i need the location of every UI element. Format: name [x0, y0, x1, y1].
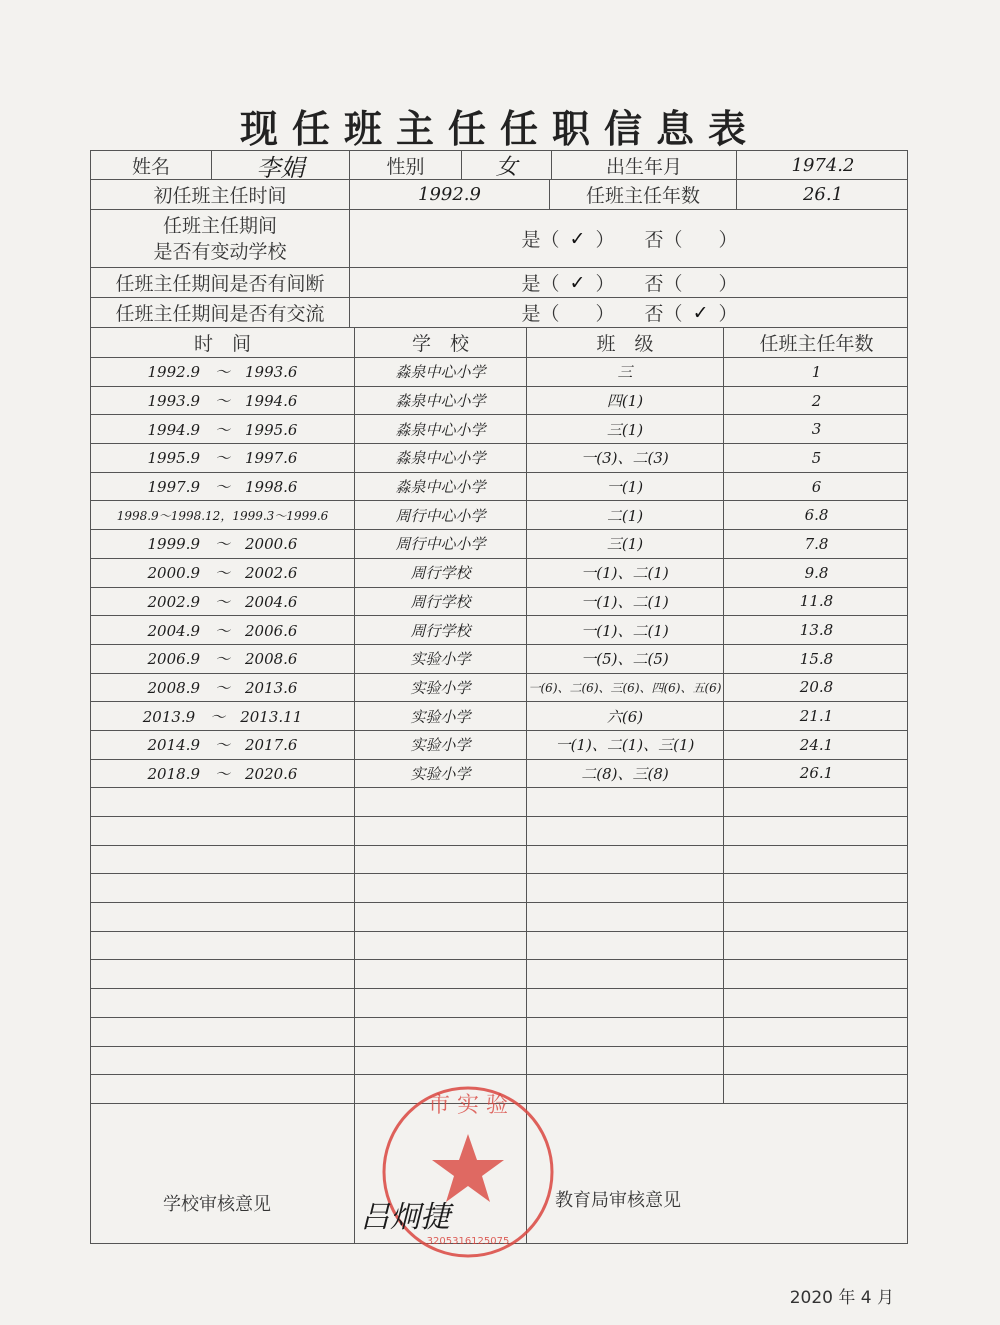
- first-time-value: 1992.9: [349, 180, 549, 209]
- school-change-yes-mark: ✓: [569, 227, 586, 250]
- table-row: [90, 415, 908, 444]
- name-value: 李娟: [211, 151, 349, 179]
- record-school: [354, 903, 526, 931]
- empty-row: [90, 817, 908, 846]
- empty-row: [90, 932, 908, 961]
- record-school: 实验小学: [354, 674, 526, 702]
- col-school-header: 学 校: [354, 328, 526, 357]
- record-years: [723, 1047, 909, 1075]
- record-school: 实验小学: [354, 645, 526, 673]
- record-school: [354, 960, 526, 988]
- record-class: 一(1)、二(1): [526, 588, 723, 616]
- record-time: 1998.9～1998.12，1999.3～1999.6: [116, 508, 329, 523]
- record-years: [723, 903, 909, 931]
- school-change-label: 任班主任期间 是否有变动学校: [153, 214, 287, 263]
- gender-value: 女: [461, 151, 551, 179]
- table-row: [90, 616, 908, 645]
- form-date: 2020 年 4 月: [789, 1288, 894, 1308]
- gender-label: 性别: [349, 151, 461, 179]
- record-time: [91, 989, 354, 1017]
- record-school: 周行中心小学: [354, 530, 526, 558]
- record-years: 11.8: [723, 588, 909, 616]
- record-school: [354, 1018, 526, 1046]
- record-years: [723, 846, 909, 874]
- record-class: 一(1): [526, 473, 723, 501]
- record-time: 1995.9 ～ 1997.6: [147, 449, 298, 468]
- record-school: 周行学校: [354, 616, 526, 644]
- record-class: 一(1)、二(1): [526, 559, 723, 587]
- col-class-header: 班 级: [526, 328, 723, 357]
- record-time: [91, 903, 354, 931]
- record-class: 三(1): [526, 415, 723, 443]
- table-row: [90, 559, 908, 588]
- record-class: [526, 932, 723, 960]
- records-table: [90, 358, 908, 1104]
- record-class: 四(1): [526, 387, 723, 415]
- record-time: [91, 1075, 354, 1103]
- record-years: 1: [723, 358, 909, 386]
- interruption-yes-mark: ✓: [569, 271, 586, 294]
- record-school: 淼泉中心小学: [354, 387, 526, 415]
- record-time: [91, 932, 354, 960]
- record-class: 一(6)、二(6)、三(6)、四(6)、五(6): [526, 674, 723, 702]
- record-class: 一(5)、二(5): [526, 645, 723, 673]
- record-school: 实验小学: [354, 731, 526, 759]
- name-label: 姓名: [131, 155, 170, 178]
- record-time: [91, 817, 354, 845]
- record-school: 实验小学: [354, 702, 526, 730]
- record-class: 一(1)、二(1)、三(1): [526, 731, 723, 759]
- table-row: [90, 731, 908, 760]
- record-years: [723, 874, 909, 902]
- table-row: [90, 473, 908, 502]
- record-time: [91, 874, 354, 902]
- record-class: [526, 817, 723, 845]
- record-years: 15.8: [723, 645, 909, 673]
- table-row: [90, 674, 908, 703]
- table-row: [90, 760, 908, 789]
- record-school: [354, 874, 526, 902]
- record-years: 3: [723, 415, 909, 443]
- record-school: [354, 1047, 526, 1075]
- record-school: 淼泉中心小学: [354, 473, 526, 501]
- record-years: 21.1: [723, 702, 909, 730]
- record-time: 2006.9 ～ 2008.6: [147, 650, 298, 669]
- page-title: 现任班主任任职信息表: [239, 107, 760, 151]
- record-school: 周行学校: [354, 559, 526, 587]
- record-class: 六(6): [526, 702, 723, 730]
- info-form: [90, 150, 908, 1244]
- record-time: 2014.9 ～ 2017.6: [147, 736, 298, 755]
- empty-row: [90, 989, 908, 1018]
- table-row: [90, 444, 908, 473]
- record-years: [723, 817, 909, 845]
- record-years: 13.8: [723, 616, 909, 644]
- col-time-header: 时 间: [193, 333, 251, 355]
- record-school: 周行学校: [354, 588, 526, 616]
- signature: 吕炯捷: [360, 1200, 450, 1235]
- seal-number: 3205316125075: [426, 1236, 510, 1247]
- record-class: [526, 960, 723, 988]
- record-school: 淼泉中心小学: [354, 444, 526, 472]
- table-row: [90, 588, 908, 617]
- records-header: [90, 328, 908, 358]
- record-time: [91, 1018, 354, 1046]
- record-time: [91, 788, 354, 816]
- record-school: [354, 817, 526, 845]
- record-years: 6.8: [723, 501, 909, 529]
- record-class: 二(1): [526, 501, 723, 529]
- row-first-time: [90, 180, 908, 210]
- empty-row: [90, 788, 908, 817]
- record-years: [723, 1075, 909, 1103]
- record-school: [354, 989, 526, 1017]
- record-time: 2004.9 ～ 2006.6: [147, 621, 298, 640]
- empty-row: [90, 846, 908, 875]
- record-years: [723, 989, 909, 1017]
- svg-text:市 实 验: 市 实 验: [428, 1093, 508, 1118]
- record-class: [526, 1047, 723, 1075]
- birth-label: 出生年月: [551, 151, 736, 179]
- record-years: 24.1: [723, 731, 909, 759]
- empty-row: [90, 1047, 908, 1076]
- record-time: 1997.9 ～ 1998.6: [147, 478, 298, 497]
- first-time-label: 初任班主任时间: [153, 185, 287, 207]
- bureau-review-label: 教育局审核意见: [555, 1189, 681, 1211]
- record-school: [354, 788, 526, 816]
- record-years: 7.8: [723, 530, 909, 558]
- record-years: 2: [723, 387, 909, 415]
- interruption-answer: 是 （ ✓ ） 否 （ ）: [349, 268, 909, 297]
- exchange-answer: 是 （ ） 否 （ ✓ ）: [349, 298, 909, 327]
- years-value: 26.1: [736, 180, 909, 209]
- record-class: [526, 1018, 723, 1046]
- record-years: 26.1: [723, 760, 909, 788]
- record-time: 1992.9 ～ 1993.6: [147, 363, 298, 382]
- record-school: [354, 846, 526, 874]
- record-school: [354, 932, 526, 960]
- table-row: [90, 530, 908, 559]
- record-years: 6: [723, 473, 909, 501]
- record-school: 淼泉中心小学: [354, 415, 526, 443]
- record-years: [723, 960, 909, 988]
- record-years: [723, 788, 909, 816]
- record-class: [526, 989, 723, 1017]
- row-interruption: [90, 268, 908, 298]
- empty-row: [90, 960, 908, 989]
- record-school: 淼泉中心小学: [354, 358, 526, 386]
- record-class: [526, 788, 723, 816]
- record-time: 2000.9 ～ 2002.6: [147, 564, 298, 583]
- record-years: [723, 932, 909, 960]
- record-time: 1993.9 ～ 1994.6: [147, 392, 298, 411]
- record-time: 2013.9 ～ 2013.11: [142, 707, 303, 726]
- years-label: 任班主任年数: [549, 180, 736, 209]
- record-time: [91, 1047, 354, 1075]
- record-school: 周行中心小学: [354, 501, 526, 529]
- row-school-change: [90, 210, 908, 268]
- table-row: [90, 387, 908, 416]
- record-class: 一(3)、二(3): [526, 444, 723, 472]
- record-time: 2018.9 ～ 2020.6: [147, 764, 298, 783]
- empty-row: [90, 903, 908, 932]
- record-time: [91, 960, 354, 988]
- record-time: 1994.9 ～ 1995.6: [147, 420, 298, 439]
- record-class: [526, 846, 723, 874]
- col-years-header: 任班主任年数: [723, 328, 909, 357]
- empty-row: [90, 874, 908, 903]
- record-years: [723, 1018, 909, 1046]
- record-time: 1999.9 ～ 2000.6: [147, 535, 298, 554]
- record-class: [526, 874, 723, 902]
- record-class: 三: [526, 358, 723, 386]
- record-class: 三(1): [526, 530, 723, 558]
- interruption-label: 任班主任期间是否有间断: [115, 273, 325, 295]
- table-row: [90, 501, 908, 530]
- table-row: [90, 702, 908, 731]
- table-row: [90, 358, 908, 387]
- exchange-no-mark: ✓: [692, 301, 709, 324]
- record-school: 实验小学: [354, 760, 526, 788]
- record-years: 5: [723, 444, 909, 472]
- record-class: 一(1)、二(1): [526, 616, 723, 644]
- row-basic-info: [90, 150, 908, 180]
- school-change-answer: 是 （ ✓ ） 否 （ ）: [349, 210, 909, 267]
- exchange-label: 任班主任期间是否有交流: [115, 303, 325, 325]
- empty-row: [90, 1018, 908, 1047]
- table-row: [90, 645, 908, 674]
- record-years: 9.8: [723, 559, 909, 587]
- record-time: [91, 846, 354, 874]
- record-years: 20.8: [723, 674, 909, 702]
- record-time: 2008.9 ～ 2013.6: [147, 678, 298, 697]
- birth-value: 1974.2: [736, 151, 909, 179]
- record-class: [526, 903, 723, 931]
- school-review-label: 学校审核意见: [163, 1193, 271, 1215]
- record-class: 二(8)、三(8): [526, 760, 723, 788]
- row-exchange: [90, 298, 908, 328]
- record-time: 2002.9 ～ 2004.6: [147, 592, 298, 611]
